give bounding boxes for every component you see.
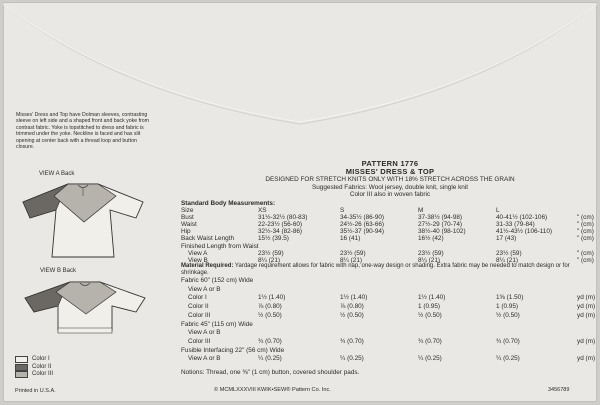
pattern-name: MISSES' DRESS & TOP — [345, 167, 435, 176]
row-label: Color III — [188, 311, 211, 319]
row-label: View B — [188, 256, 208, 264]
cell-value: 23½ (59) — [258, 249, 284, 257]
designed-for-note: DESIGNED FOR STRETCH KNITS ONLY WITH 18% STRETCH ACROSS THE GRAIN — [265, 176, 515, 183]
cell-value: 15½ (39.5) — [258, 235, 289, 243]
cell-value: ½ (0.50) — [340, 311, 364, 319]
garment-description: Misses' Dress and Top have Dolman sleeves, contrasting sleeve on left side and a shaped front and back yoke from contrast fabric. Yoke is topstitched to dress and fabric is trimmed under the yoke. Neckline is faced and has slit opening at center back with a thread loop and button closure. — [16, 112, 149, 151]
color-note: Color III also in woven fabric — [349, 191, 431, 199]
cell-value: 23½ (59) — [340, 249, 366, 257]
cell-value: 16½ (42) — [418, 235, 444, 243]
cell-value: 23½ (59) — [496, 249, 522, 257]
cell-value: 35½-37 (90-94) — [340, 228, 385, 236]
cell-value: ⅞ (0.80) — [340, 303, 364, 311]
row-label: Color II — [188, 303, 209, 311]
cell-value: ¾ (0.70) — [496, 337, 520, 345]
notions: Notions: Thread, one ⅜" (1 cm) button, covered shoulder pads. — [181, 369, 360, 376]
unit-label: yd (m) — [577, 294, 596, 302]
row-label: Color III — [188, 337, 211, 345]
cell-value: M — [418, 207, 424, 214]
measurements-heading: Standard Body Measurements: — [181, 200, 276, 207]
cell-value: ¼ (0.25) — [258, 355, 282, 363]
material-note — [181, 263, 581, 277]
legend-item — [15, 356, 53, 364]
cell-value: ½ (0.50) — [496, 311, 520, 319]
material-heading: Material Required: — [181, 263, 234, 269]
row-label: Color I — [188, 294, 207, 302]
cell-value: 1⅝ (1.50) — [496, 294, 524, 302]
material-text: Yardage requirement allows for fabric with nap, one-way design or shading. Extra fabric may be needed to match design or for shrinkage. — [181, 263, 570, 276]
unit-label: " (cm) — [577, 235, 594, 243]
cell-value: 31½-32½ (80-83) — [258, 214, 308, 222]
cell-value: ¾ (0.70) — [258, 337, 282, 345]
unit-label: " (cm) — [577, 214, 594, 222]
row-label: Finished Length from Waist — [181, 242, 259, 250]
view-a-sketch — [18, 180, 148, 260]
cell-value: ¼ (0.25) — [418, 355, 442, 363]
row-label: Back Waist Length — [181, 235, 235, 243]
cell-value: ¼ (0.25) — [496, 355, 520, 363]
barcode-number: 3456789 — [548, 387, 570, 393]
cell-value: 1½ (1.40) — [258, 294, 286, 302]
row-label: View A or B — [188, 355, 221, 363]
view-b-label: VIEW B Back — [40, 268, 77, 274]
pattern-header — [180, 160, 600, 199]
legend-item — [15, 371, 53, 379]
swatch-color-2 — [15, 364, 28, 371]
unit-label: yd (m) — [577, 311, 596, 319]
cell-value: ½ (0.50) — [418, 311, 442, 319]
cell-value: ¾ (0.70) — [340, 337, 364, 345]
cell-value: 37-38½ (94-98) — [418, 214, 463, 222]
cell-value: 41½-43½ (106-110) — [496, 228, 553, 236]
cell-value: ½ (0.50) — [258, 311, 282, 319]
legend-label: Color II — [32, 363, 52, 370]
cell-value: 32½-34 (82-86) — [258, 228, 303, 236]
cell-value: 8¼ (21) — [258, 256, 281, 264]
swatch-color-3 — [15, 371, 28, 378]
row-label: Fabric 45" (115 cm) Wide — [181, 320, 253, 328]
cell-value: 23½ (59) — [418, 249, 444, 257]
cell-value: 38½-40 (98-102) — [418, 228, 466, 236]
view-a-label: VIEW A Back — [39, 171, 75, 177]
pattern-number: PATTERN 1776 — [361, 159, 419, 168]
cell-value: S — [340, 207, 345, 214]
legend-item — [15, 364, 53, 372]
unit-label: " (cm) — [577, 221, 594, 229]
swatch-color-1 — [15, 356, 28, 363]
cell-value: 1½ (1.40) — [418, 294, 446, 302]
cell-value: XS — [258, 207, 267, 214]
cell-value: 27½-29 (70-74) — [418, 221, 463, 229]
row-label: Size — [181, 207, 194, 214]
cell-value: 22-23½ (56-60) — [258, 221, 303, 229]
suggested-fabrics: Suggested Fabrics: Wool jersey, double knit, single knit — [311, 183, 469, 191]
cell-value: 40-41½ (102-106) — [496, 214, 548, 222]
row-label: View A or B — [188, 329, 221, 337]
unit-label: " (cm) — [577, 249, 594, 257]
row-label: Waist — [181, 221, 197, 229]
unit-label: yd (m) — [577, 337, 596, 345]
row-label: Fabric 60" (152 cm) Wide — [181, 277, 254, 284]
unit-label: " (cm) — [577, 256, 594, 264]
row-label: Hip — [181, 228, 191, 236]
cell-value: L — [496, 207, 500, 214]
cell-value: ⅞ (0.80) — [258, 303, 282, 311]
printed-in-label: Printed in U.S.A. — [15, 388, 56, 394]
cell-value: 16 (41) — [340, 235, 361, 243]
row-label: View A or B — [188, 285, 221, 293]
legend-label: Color I — [32, 356, 50, 362]
cell-value: 1½ (1.40) — [340, 294, 368, 302]
cell-value: 1 (0.95) — [496, 303, 519, 311]
color-legend — [15, 356, 53, 379]
view-b-sketch — [20, 278, 150, 338]
row-label: View A — [188, 249, 208, 257]
cell-value: 8¼ (21) — [340, 256, 363, 264]
cell-value: 24½-26 (63-66) — [340, 221, 385, 229]
cell-value: 8¼ (21) — [418, 256, 441, 264]
cell-value: ¾ (0.70) — [418, 337, 442, 345]
unit-label: yd (m) — [577, 355, 596, 363]
copyright — [214, 387, 331, 393]
legend-label: Color III — [32, 371, 54, 377]
cell-value: 34-35½ (86-90) — [340, 214, 385, 222]
copyright-text: MCMLXXXVIII KWIK•SEW® Pattern Co. Inc. — [219, 387, 331, 393]
cell-value: ¼ (0.25) — [340, 355, 364, 363]
cell-value: 1 (0.95) — [418, 303, 441, 311]
cell-value: 17 (43) — [496, 235, 517, 243]
row-label: Bust — [181, 214, 194, 222]
unit-label: yd (m) — [577, 303, 596, 311]
copyright-icon: © — [214, 387, 220, 393]
cell-value: 8¼ (21) — [496, 256, 519, 264]
unit-label: " (cm) — [577, 228, 594, 236]
row-label: Fusible Interfacing 22" (56 cm) Wide — [181, 346, 285, 354]
cell-value: 31-33 (79-84) — [496, 221, 535, 229]
envelope-flap — [0, 0, 600, 130]
